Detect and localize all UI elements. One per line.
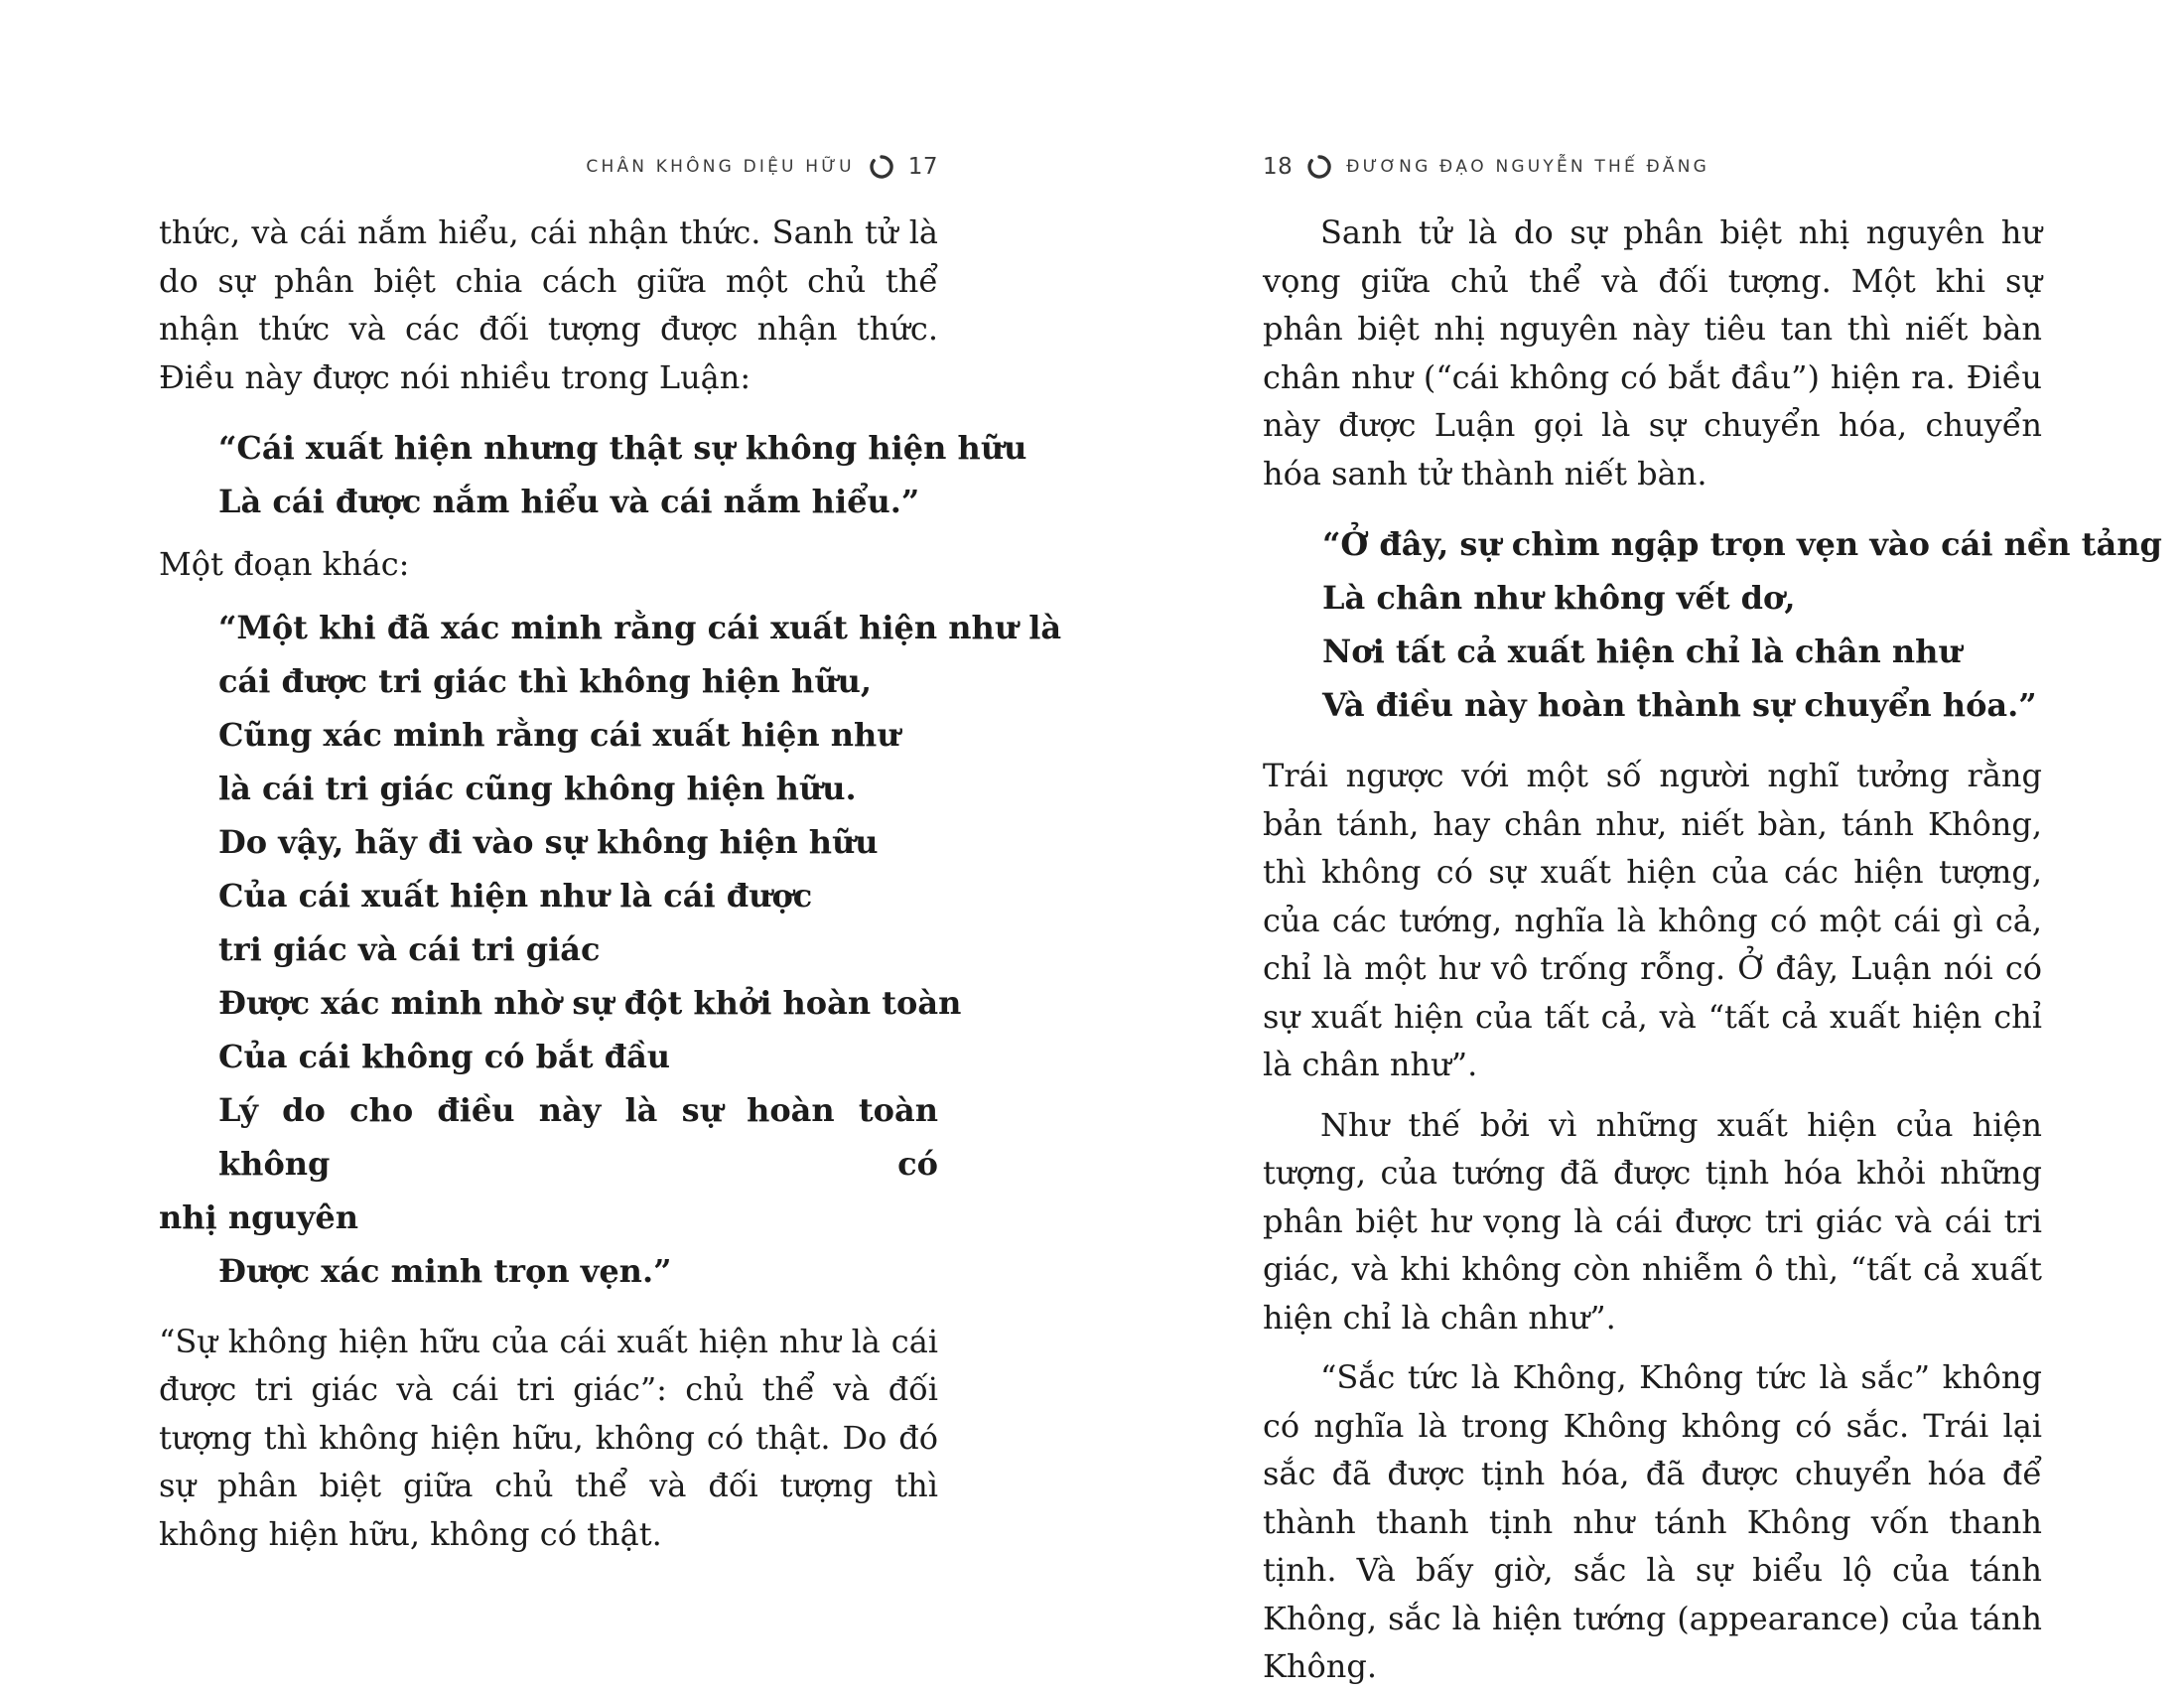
left-running-head-title: CHÂN KHÔNG DIỆU HỮU — [586, 157, 855, 177]
left-paragraph-3: “Sự không hiện hữu của cái xuất hiện như là cái được tri giác và cái tri giác”: chủ thể và đối tượng thì không hiện hữu, không có thật. Do đó sự phân biệt giữa chủ thể và đối tượng thì không hiện hữu, không có thật. — [159, 1322, 938, 1553]
enso-circle-icon — [869, 154, 894, 180]
verse-line: Lý do cho điều này là sự hoàn toàn không có — [218, 1090, 938, 1183]
right-quote-1 — [1263, 517, 2162, 732]
left-page-number: 17 — [907, 154, 938, 180]
enso-circle-icon — [1306, 154, 1332, 180]
right-paragraph-1: Sanh tử là do sự phân biệt nhị nguyên hư vọng giữa chủ thể và đối tượng. Một khi sự phân biệt nhị nguyên này tiêu tan thì niết bàn chân như (“cái không có bắt đầu”) hiện ra. Điều này được Luận gọi là sự chuyển hóa, chuyển hóa sanh tử thành niết bàn. — [1263, 213, 2042, 493]
right-paragraph-4: “Sắc tức là Không, Không tức là sắc” không có nghĩa là trong Không không có sắc. Trái lại sắc đã được tịnh hóa, đã được chuyển hóa để thành thanh tịnh như tánh Không vốn thanh tịnh. Và bấy giờ, sắc là sự biểu lộ của tánh Không, sắc là hiện tướng (appearance) của tánh Không. — [1263, 1358, 2042, 1685]
verse-line: Là cái được nắm hiểu và cái nắm hiểu.” — [218, 483, 920, 520]
verse-line: tri giác và cái tri giác — [218, 929, 601, 968]
verse-line: Và điều này hoàn thành sự chuyển hóa.” — [1322, 686, 2037, 724]
verse-line: Của cái xuất hiện như là cái được — [218, 876, 813, 915]
verse-line: Cũng xác minh rằng cái xuất hiện như — [218, 715, 900, 754]
left-page-body — [159, 209, 1062, 1558]
verse-line: là cái tri giác cũng không hiện hữu. — [218, 769, 857, 807]
verse-line: Nơi tất cả xuất hiện chỉ là chân như — [1322, 633, 1962, 670]
right-paragraph-3: Như thế bởi vì những xuất hiện của hiện tượng, của tướng đã được tịnh hóa khỏi những phân biệt hư vọng là cái được tri giác và cái tri giác, và khi không còn nhiễm ô thì, “tất cả xuất hiện chỉ là chân như”. — [1263, 1105, 2042, 1337]
left-quote-2 — [159, 601, 1062, 1298]
right-page — [1263, 0, 2162, 1688]
verse-line: nhị nguyên — [159, 1198, 358, 1236]
right-paragraph-2: Trái ngược với một số người nghĩ tưởng rằng bản tánh, hay chân như, niết bàn, tánh Không, thì không có sự xuất hiện của các hiện tượng, của các tướng, nghĩa là không có một cái gì cả, chỉ là một hư vô trống rỗng. Ở đây, Luận nói có sự xuất hiện của tất cả, và “tất cả xuất hiện chỉ là chân như”. — [1263, 757, 2042, 1083]
verse-line: “Ở đây, sự chìm ngập trọn vẹn vào cái nền tảng — [1322, 525, 2162, 563]
left-paragraph-1: thức, và cái nắm hiểu, cái nhận thức. Sanh tử là do sự phân biệt chia cách giữa một chủ thể nhận thức và các đối tượng được nhận thức. Điều này được nói nhiều trong Luận: — [159, 213, 938, 396]
verse-line: Được xác minh trọn vẹn.” — [218, 1251, 672, 1290]
right-running-head — [1263, 149, 1709, 185]
verse-line: “Cái xuất hiện nhưng thật sự không hiện hữu — [218, 429, 1027, 467]
left-paragraph-2: Một đoạn khác: — [159, 545, 410, 583]
right-page-body — [1263, 209, 2162, 1691]
right-page-number: 18 — [1263, 154, 1294, 180]
verse-line: Của cái không có bắt đầu — [218, 1037, 671, 1075]
right-running-head-title: ĐƯƠNG ĐẠO NGUYỄN THẾ ĐĂNG — [1346, 157, 1710, 177]
verse-line: Được xác minh nhờ sự đột khởi hoàn toàn — [218, 983, 962, 1022]
verse-line: cái được tri giác thì không hiện hữu, — [218, 661, 872, 700]
verse-line: “Một khi đã xác minh rằng cái xuất hiện như là — [218, 608, 1062, 646]
left-page — [159, 0, 1062, 1688]
verse-line: Là chân như không vết dơ, — [1322, 579, 1796, 617]
left-running-head — [586, 149, 938, 185]
left-quote-1 — [159, 421, 1027, 528]
verse-line: Do vậy, hãy đi vào sự không hiện hữu — [218, 822, 879, 861]
